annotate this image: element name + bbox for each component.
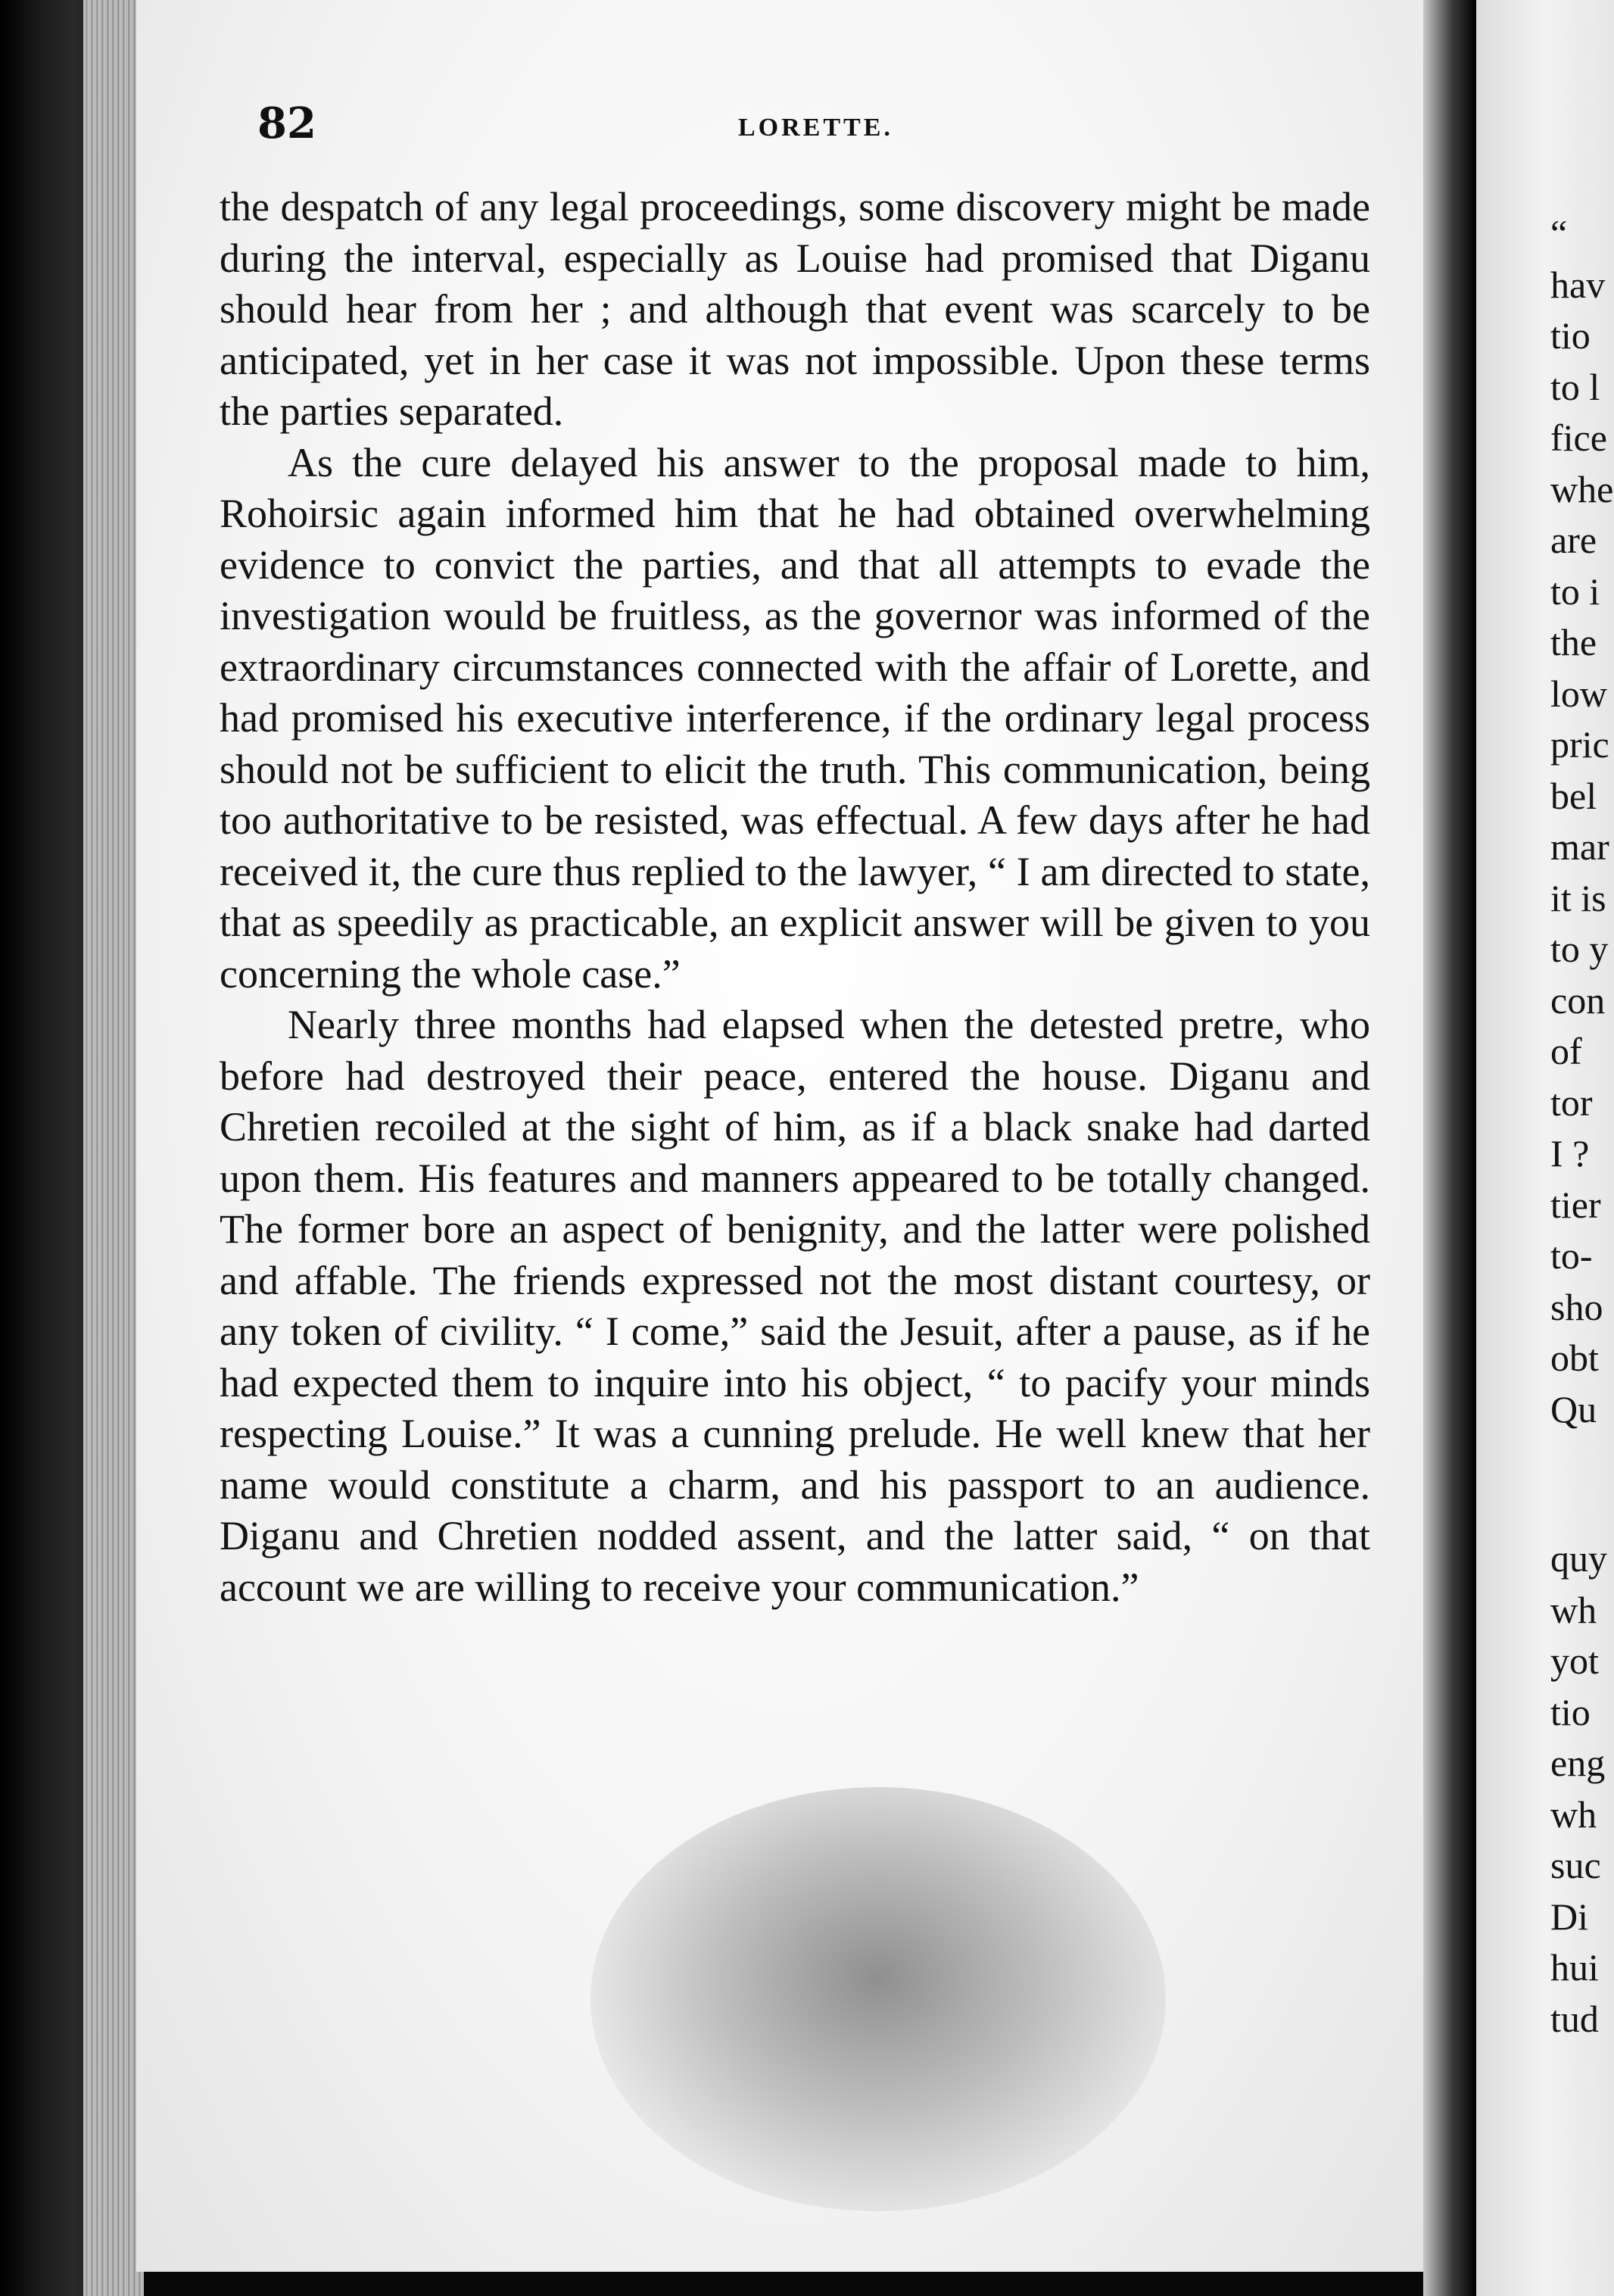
- facing-line: Di: [1550, 1895, 1588, 1938]
- facing-line: wh: [1550, 1792, 1597, 1836]
- facing-line: tud: [1550, 1997, 1599, 2040]
- facing-line: bel: [1550, 774, 1597, 817]
- facing-line: mar: [1550, 825, 1609, 868]
- running-head: LORETTE.: [738, 114, 893, 142]
- facing-line: to-: [1550, 1234, 1593, 1277]
- facing-line: yot: [1550, 1639, 1599, 1682]
- facing-line: fice: [1550, 416, 1607, 459]
- facing-line: to l: [1550, 365, 1600, 408]
- page-edges: [83, 0, 144, 2296]
- facing-line: it is: [1550, 876, 1606, 919]
- page-number: 82: [257, 98, 316, 148]
- paragraph-1: the despatch of any legal proceedings, some discovery might be made during the interval, especially as Louise had promised that Diganu should hear from her ; and although that event was scarcely to be anticipated, yet in her case it was not impossible. Upon these terms the parties separated.: [220, 184, 1370, 434]
- facing-line: eng: [1550, 1742, 1606, 1784]
- facing-line: are: [1550, 519, 1597, 561]
- facing-line: hav: [1550, 263, 1606, 306]
- facing-line: the: [1550, 621, 1597, 663]
- book-gutter: [1423, 0, 1476, 2296]
- facing-line: whe: [1550, 467, 1614, 510]
- ink-smudge: [590, 1787, 1166, 2211]
- facing-line: con: [1550, 978, 1606, 1022]
- facing-line: quy: [1550, 1537, 1607, 1580]
- paragraph-3: Nearly three months had elapsed when the detested pretre, who before had destroyed their peace, entered the house. Diganu and Chretien recoiled at the sight of him, as if a black snake had darted upon them. His features and manners appeared to be totally changed. The former bore an aspect of benignity, and the latter were polished and affable. The friends expressed not the most distant courtesy, or any token of civility. “ I come,” said the Jesuit, after a pause, as if he had expected them to inquire into his object, “ to pacify your minds respecting Louise.” It was a cunning prelude. He well knew that her name would constitute a charm, and his passport to an audience. Diganu and Chretien nodded assent, and the latter said, “ on that account we are willing to receive your communication.”: [220, 1002, 1370, 1610]
- facing-line: wh: [1550, 1588, 1597, 1631]
- facing-line: I ?: [1550, 1132, 1590, 1175]
- facing-line: tor: [1550, 1081, 1593, 1124]
- facing-line: sho: [1550, 1285, 1603, 1328]
- facing-page-text: [1550, 208, 1613, 2045]
- facing-line: to y: [1550, 928, 1609, 970]
- facing-line: low: [1550, 672, 1607, 715]
- facing-line: obt: [1550, 1337, 1599, 1379]
- facing-line: “: [1550, 212, 1568, 254]
- facing-line: pric: [1550, 723, 1609, 766]
- facing-line: suc: [1550, 1844, 1601, 1886]
- facing-line: of: [1550, 1030, 1582, 1072]
- facing-line: [1550, 1435, 1613, 1533]
- facing-line: tio: [1550, 314, 1591, 357]
- facing-line: tier: [1550, 1183, 1601, 1226]
- page-body: [220, 182, 1370, 1613]
- facing-line: hui: [1550, 1946, 1599, 1989]
- paragraph-2: As the cure delayed his answer to the proposal made to him, Rohoirsic again informed him that he had obtained overwhelming evidence to convict the parties, and that all attempts to evade the investigation would be fruitless, as the governor was informed of the extraordinary circumstances connected with the affair of Lorette, and had promised his executive interference, if the ordinary legal process should not be sufficient to elicit the truth. This communication, being too authoritative to be resisted, was effectual. A few days after he had received it, the cure thus replied to the lawyer, “ I am directed to state, that as speedily as practicable, an explicit answer will be given to you concerning the whole case.”: [220, 439, 1370, 997]
- facing-line: Qu: [1550, 1387, 1597, 1430]
- facing-line: tio: [1550, 1690, 1591, 1733]
- facing-line: to i: [1550, 569, 1600, 613]
